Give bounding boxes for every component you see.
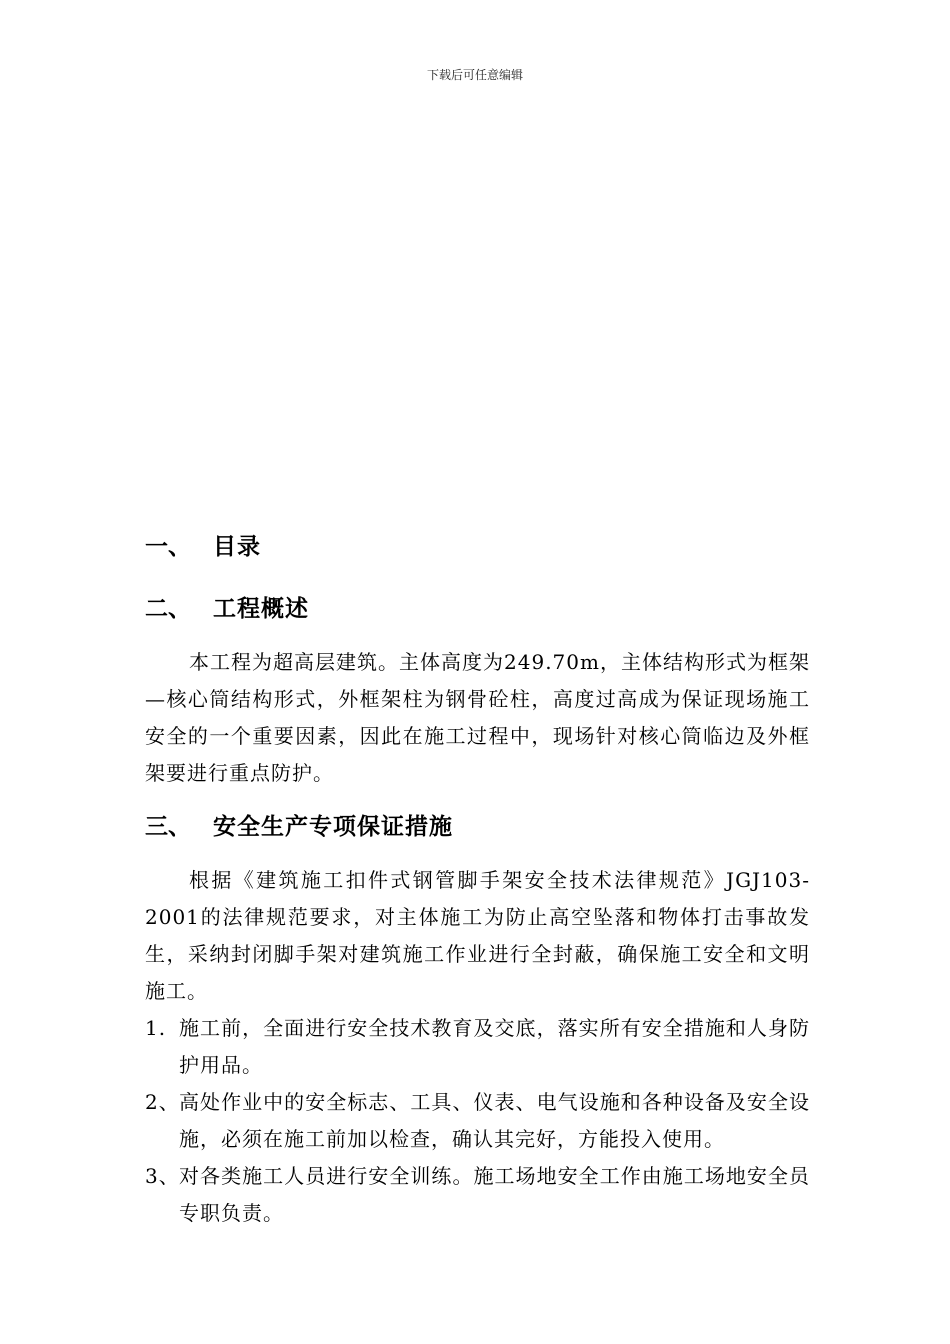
section-heading-contents (145, 524, 810, 564)
list-item (145, 1084, 810, 1158)
list-item-text: 施工前，全面进行安全技术教育及交底，落实所有安全措施和人身防护用品。 (179, 1016, 810, 1077)
list-item-marker: 1. (145, 1016, 167, 1040)
section-number: 三、 (145, 813, 191, 840)
overview-paragraph: 本工程为超高层建筑。主体高度为249.70m，主体结构形式为框架—核心筒结构形式，外框架柱为钢骨砼柱，高度过高成为保证现场施工安全的一个重要因素，因此在施工过程中，现场针对核心筒临边及外框架要进行重点防护。 (145, 650, 810, 785)
section-title: 目录 (213, 533, 261, 560)
section-heading-safety-measures (145, 804, 810, 844)
measures-paragraph: 根据《建筑施工扣件式钢管脚手架安全技术法律规范》JGJ103-2001的法律规范要求，对主体施工为防止高空坠落和物体打击事故发生，采纳封闭脚手架对建筑施工作业进行全封蔽，确保施工安全和文明施工。 (145, 868, 810, 1003)
section-number: 一、 (145, 533, 191, 560)
list-item (145, 1158, 810, 1232)
section-title: 工程概述 (213, 595, 309, 622)
document-body (145, 524, 810, 1232)
section-title: 安全生产专项保证措施 (213, 813, 453, 840)
list-item-marker: 2、 (145, 1090, 180, 1114)
section-number: 二、 (145, 595, 191, 622)
list-item-text: 对各类施工人员进行安全训练。施工场地安全工作由施工场地安全员专职负责。 (179, 1164, 810, 1225)
list-item-text: 高处作业中的安全标志、工具、仪表、电气设施和各种设备及安全设施，必须在施工前加以检查，确认其完好，方能投入使用。 (179, 1090, 810, 1151)
header-note: 下载后可任意编辑 (426, 68, 523, 82)
section-heading-overview (145, 586, 810, 626)
list-item (145, 1010, 810, 1084)
list-item-marker: 3、 (145, 1164, 180, 1188)
